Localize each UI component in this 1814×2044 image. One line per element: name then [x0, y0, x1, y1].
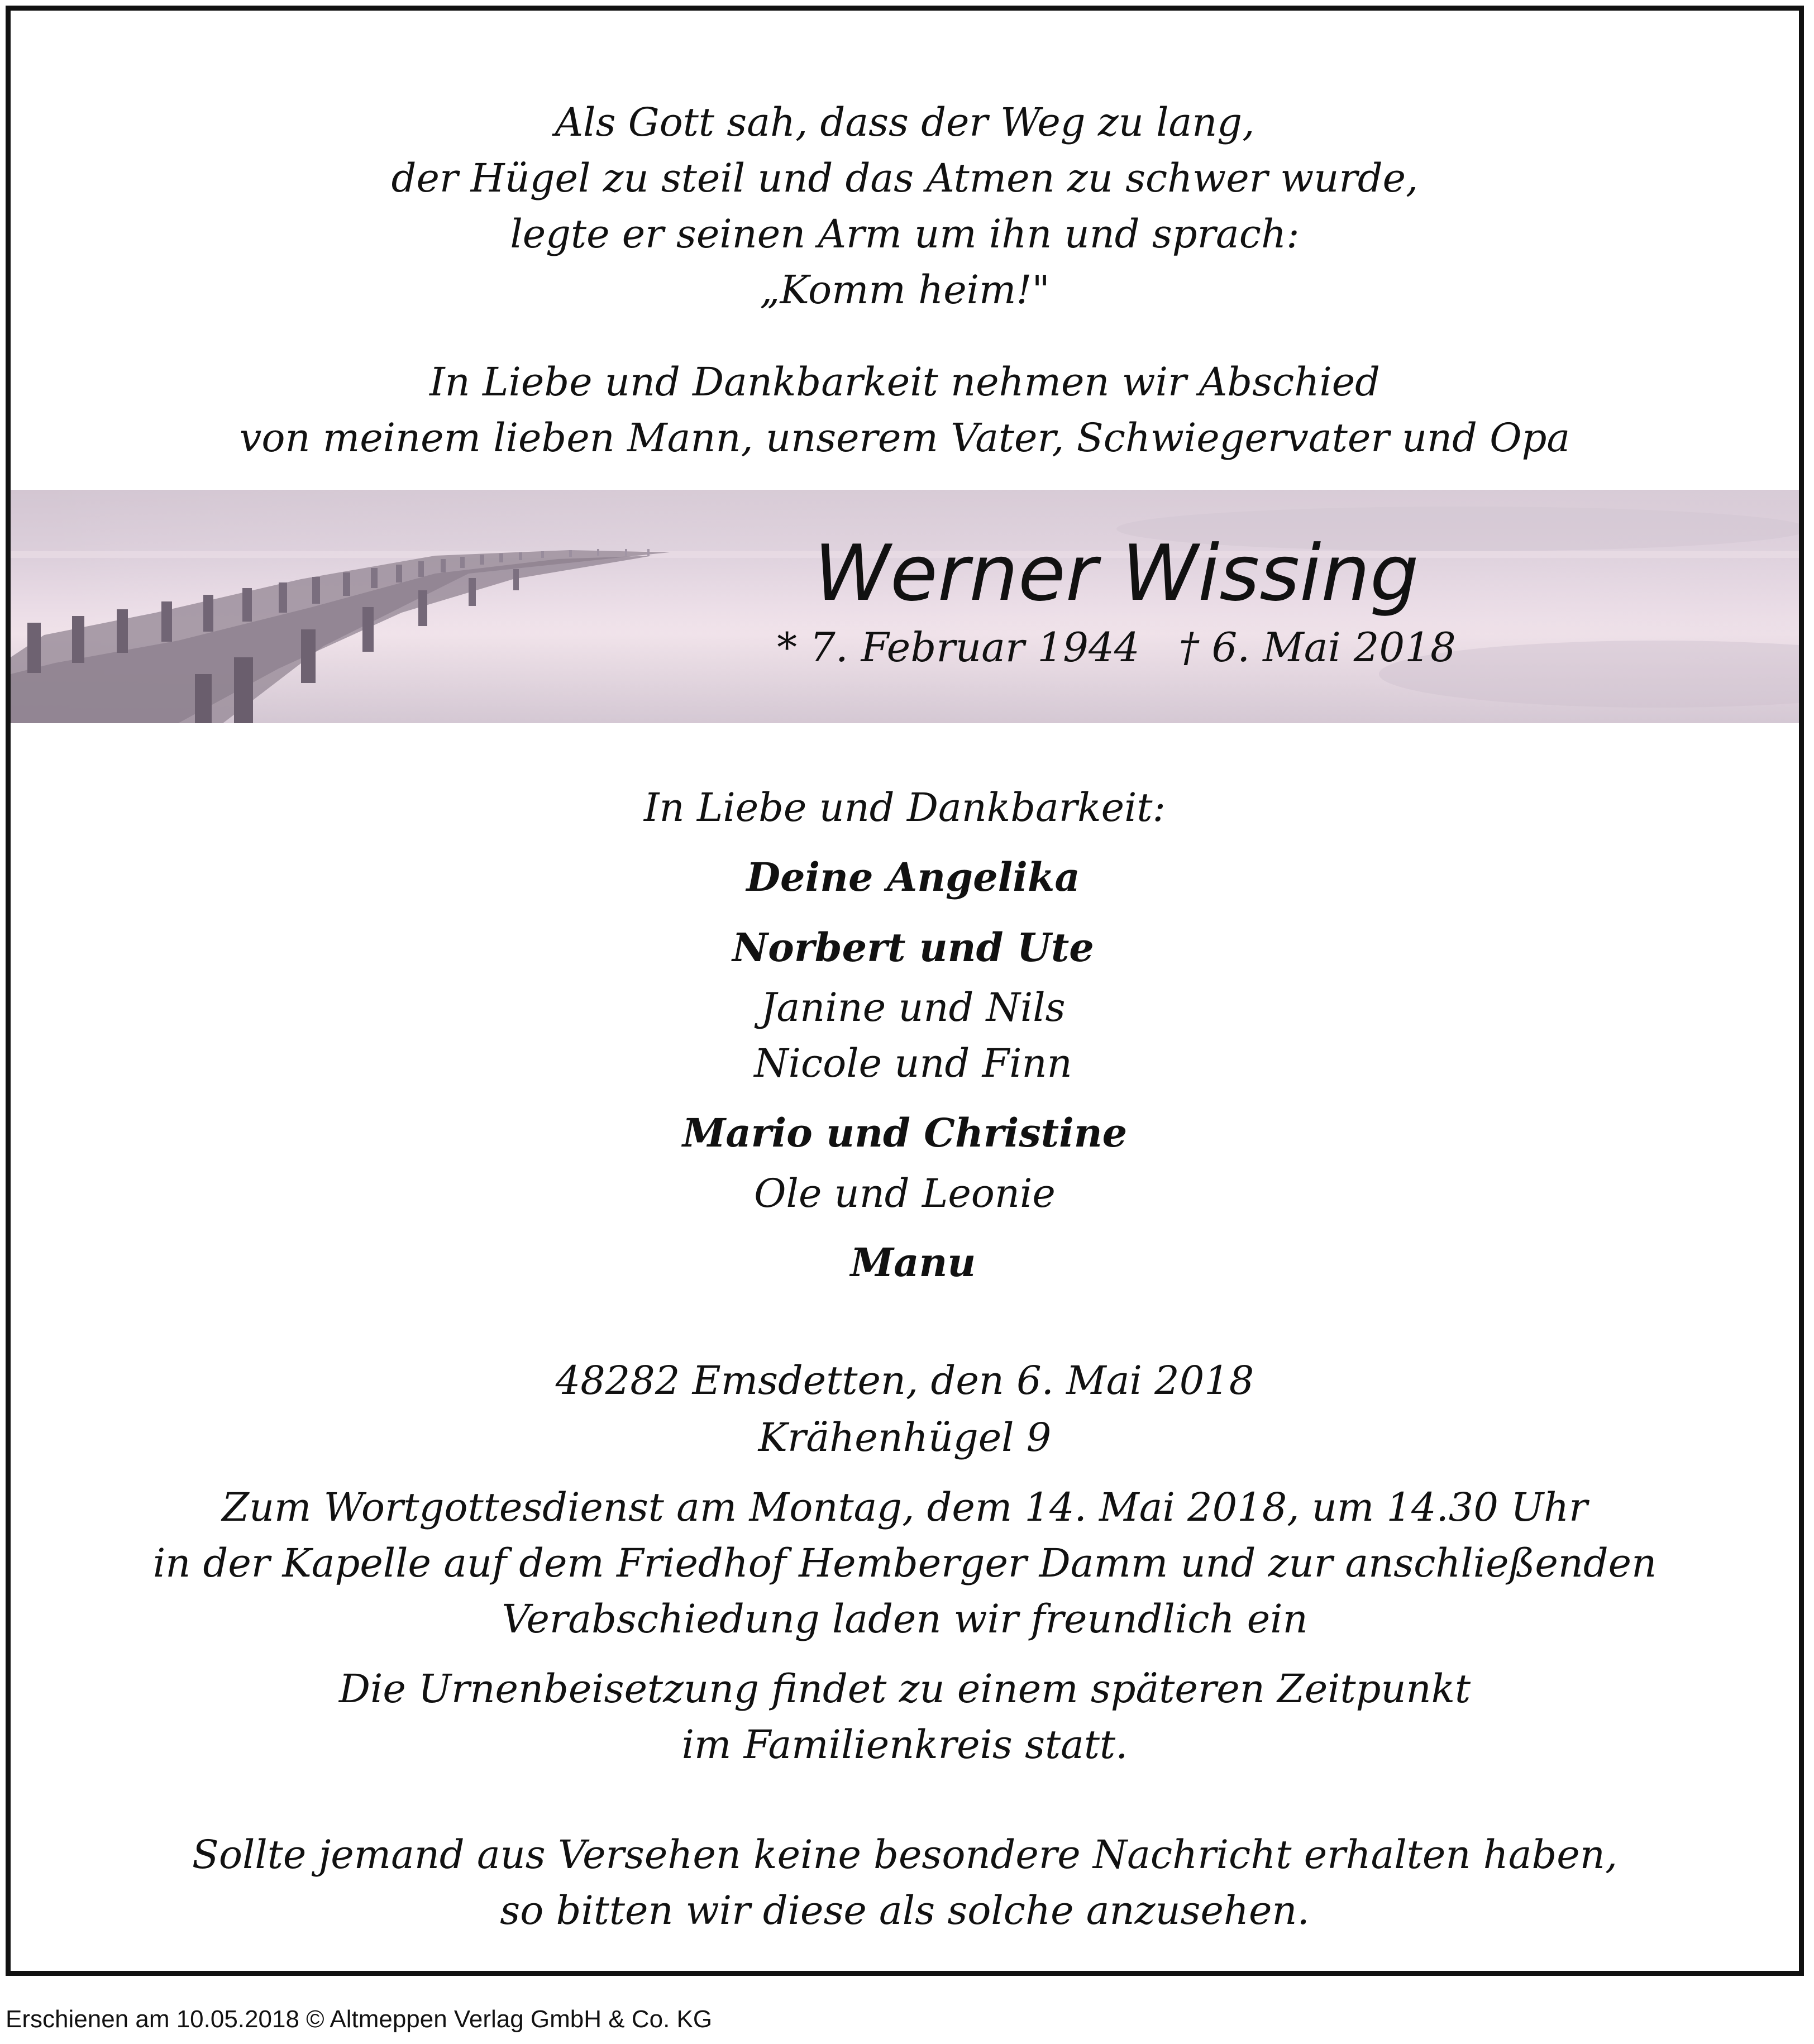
notice-line: so bitten wir diese als solche anzusehen.: [500, 1888, 1310, 1933]
service-line: in der Kapelle auf dem Friedhof Hemberger Damm und zur anschließenden: [152, 1540, 1657, 1586]
intro-line: von meinem lieben Mann, unserem Vater, Schwiegervater und Opa: [239, 415, 1570, 461]
mourner-child: Ole und Leonie: [754, 1171, 1056, 1216]
poem-line: der Hügel zu steil und das Atmen zu schwer wurde,: [391, 155, 1419, 201]
service-line: Zum Wortgottesdienst am Montag, dem 14. Mai 2018, um 14.30 Uhr: [222, 1484, 1588, 1530]
death-date: † 6. Mai 2018: [1178, 624, 1456, 671]
notice-line: Sollte jemand aus Versehen keine besondere Nachricht erhalten haben,: [192, 1832, 1618, 1878]
mourners-heading: In Liebe und Dankbarkeit:: [643, 785, 1166, 830]
deceased-name: Werner Wissing: [814, 528, 1419, 618]
poem-line: legte er seinen Arm um ihn und sprach:: [510, 211, 1300, 257]
birth-date: * 7. Februar 1944: [777, 624, 1140, 671]
street-address: Krähenhügel 9: [758, 1415, 1052, 1460]
life-dates: [725, 619, 1507, 675]
poem-line: Als Gott sah, dass der Weg zu lang,: [555, 99, 1255, 145]
burial-line: Die Urnenbeisetzung findet zu einem späteren Zeitpunkt: [338, 1666, 1471, 1712]
place-date: 48282 Emsdetten, den 6. Mai 2018: [555, 1358, 1254, 1403]
obituary-frame: [6, 6, 1804, 1976]
mourner-wife: Deine Angelika: [746, 854, 1080, 900]
poem-line: „Komm heim!": [760, 267, 1050, 313]
photo-banner: [11, 490, 1799, 723]
burial-line: im Familienkreis statt.: [681, 1722, 1128, 1768]
mourner-family: Norbert und Ute: [732, 924, 1094, 971]
mourner-family: Mario und Christine: [682, 1110, 1128, 1156]
mourner-other: Manu: [850, 1239, 976, 1286]
mourner-child: Janine und Nils: [761, 985, 1066, 1030]
mourner-child: Nicole und Finn: [754, 1040, 1072, 1086]
intro-line: In Liebe und Dankbarkeit nehmen wir Abschied: [429, 359, 1380, 405]
publication-footer: Erschienen am 10.05.2018 © Altmeppen Verlag GmbH & Co. KG: [6, 2005, 713, 2033]
service-line: Verabschiedung laden wir freundlich ein: [502, 1596, 1308, 1642]
